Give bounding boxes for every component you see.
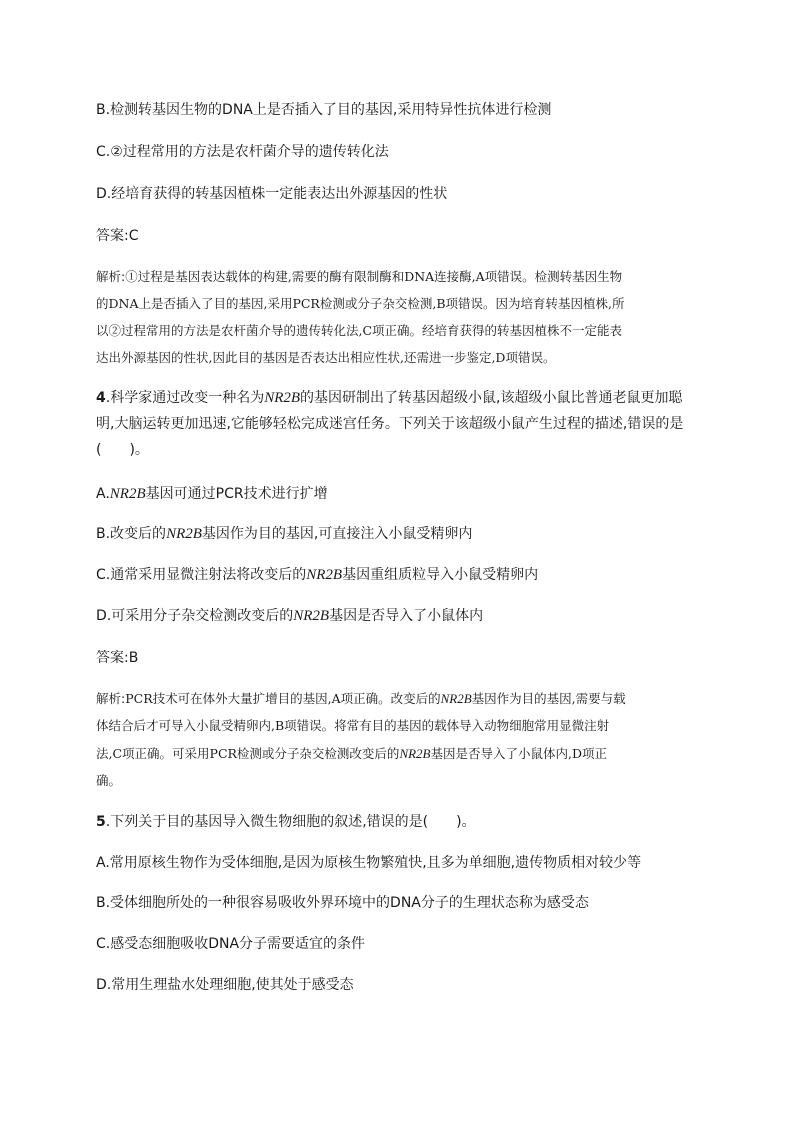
answer-value: B [128,650,139,666]
q4-option-d: D.可采用分子杂交检测改变后的NR2B基因是否导入了小鼠体内 [96,608,484,624]
q4-option-b: B.改变后的NR2B基因作为目的基因,可直接注入小鼠受精卵内 [96,526,473,542]
q3-answer [96,226,706,246]
question-number: 5 [96,814,106,830]
answer-label: 答案: [96,650,129,666]
q5-option-c: C.感受态细胞吸收DNA分子需要适宜的条件 [96,936,366,952]
q4-stem-line-3: ( )。 [96,442,149,458]
q4-analysis-line-3: 法,C项正确。可采用PCR检测或分子杂交检测改变后的NR2B基因是否导入了小鼠体内,D项正 [96,746,607,761]
q5-option-a: A.常用原核生物作为受体细胞,是因为原核生物繁殖快,且多为单细胞,遗传物质相对较少等 [96,855,642,871]
q4-analysis-line-4: 确。 [96,773,122,788]
q4-analysis-line-1: 解析:PCR技术可在体外大量扩增目的基因,A项正确。改变后的NR2B基因作为目的基因,需要与载 [96,691,626,706]
q4-stem-line-1: 4.科学家通过改变一种名为NR2B的基因研制出了转基因超级小鼠,该超级小鼠比普通老鼠更加聪 [96,390,683,406]
question-number: 4 [96,390,106,406]
answer-label: 答案: [96,228,129,244]
analysis-label: 解析: [96,691,126,706]
q3-option-c: C.②过程常用的方法是农杆菌介导的遗传转化法 [96,144,389,160]
q3-analysis-line-2: 的DNA上是否插入了目的基因,采用PCR检测或分子杂交检测,B项错误。因为培育转基因植株,所 [96,296,625,311]
q3-option-b: B.检测转基因生物的DNA上是否插入了目的基因,采用特异性抗体进行检测 [96,102,552,118]
q3-option-d: D.经培育获得的转基因植株一定能表达出外源基因的性状 [96,186,448,202]
q4-stem-line-2: 明,大脑运转更加迅速,它能够轻松完成迷宫任务。下列关于该超级小鼠产生过程的描述,错误的是 [96,416,684,432]
q5-option-b: B.受体细胞所处的一种很容易吸收外界环境中的DNA分子的生理状态称为感受态 [96,895,589,911]
q4-analysis-line-2: 体结合后才可导入小鼠受精卵内,B项错误。将常有目的基因的载体导入动物细胞常用显微注射 [96,718,610,733]
q5-stem: 5.下列关于目的基因导入微生物细胞的叙述,错误的是( )。 [96,814,476,830]
q4-option-a: A.NR2B基因可通过PCR技术进行扩增 [96,486,328,502]
q4-answer [96,648,706,668]
q4-option-c: C.通常采用显微注射法将改变后的NR2B基因重组质粒导入小鼠受精卵内 [96,567,539,583]
answer-value: C [128,228,139,244]
q3-analysis-line-4: 达出外源基因的性状,因此目的基因是否表达出相应性状,还需进一步鉴定,D项错误。 [96,350,556,365]
q3-analysis-line-3: 以②过程常用的方法是农杆菌介导的遗传转化法,C项正确。经培育获得的转基因植株不一定能表 [96,323,623,338]
q3-analysis-line-1: 解析:①过程是基因表达载体的构建,需要的酶有限制酶和DNA连接酶,A项错误。检测转基因生物 [96,269,623,284]
q5-option-d: D.常用生理盐水处理细胞,使其处于感受态 [96,977,354,993]
analysis-label: 解析: [96,269,126,284]
